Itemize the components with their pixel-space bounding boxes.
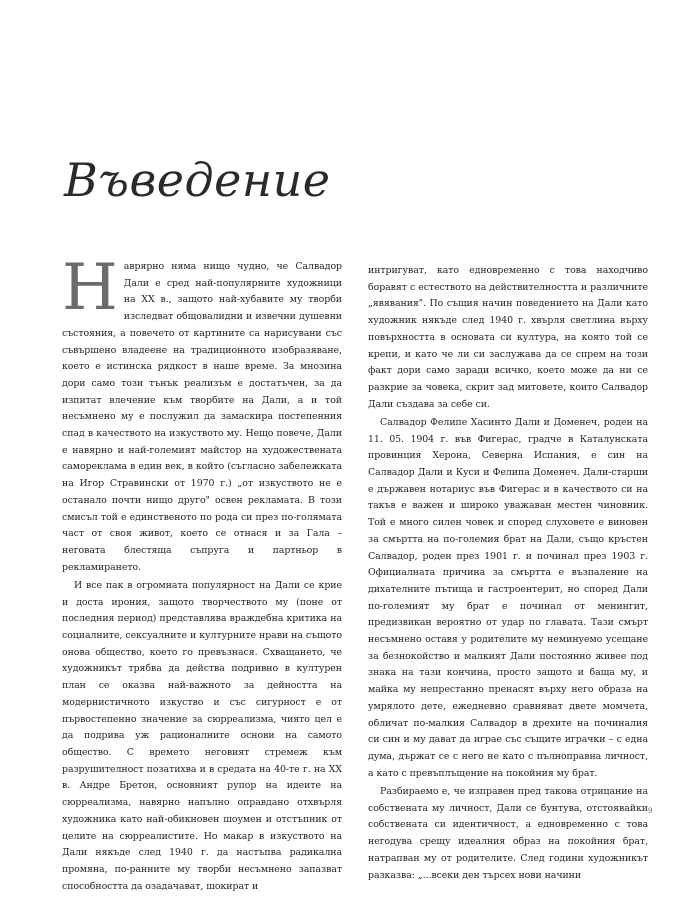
page-number: 9 [648, 807, 653, 815]
paragraph [62, 251, 342, 576]
drop-cap: Н [62, 251, 118, 325]
right-column [368, 263, 648, 886]
paragraph: Разбираемо е, че изправен пред такова отрицание на собствената му личност, Дали се бунтува, отстоявайки собствената си идентичност, а едновременно с това негодува срещу идеалния образ на покойния брат, натрапван му от родителите. След години художникът разказва: „...всеки ден търсех нови начини [368, 785, 648, 881]
paragraph-text: аврярно няма нищо чудно, че Салвадор Дали е сред най-популярните художници на XX в., защото най-хубавите му творби изследват общовалидни и извечни душевни състояния, а повечето от картините са нарисувани със съвършено владеене на традиционното изобразяване, което е истинска рядкост в наше време. За мнозина дори само този тънък реализъм е достатъчен, за да изпитат влечение към творбите на Дали, а и той несъмнено му е послужил да замаскира постепенния спад в качеството на изкуството му. Нещо повече, Дали е навярно и най-големият майстор на художествената самореклама в един век, в който (съгласно забележката на Игор Стравински от 1970 г.) „от изкуството не е останало почти нищо друго" освен рекламата. В този смисъл той е единственото по рода си през по-голямата част от своя живот, което се отнася и за Гала – неговата блестяща съпруга и партньор в рекламирането. [62, 261, 342, 573]
paragraph: И все пак в огромната популярност на Дали се крие и доста ирония, защото творчеството му (поне от последния период) представлява враждебна критика на социалните, сексуалните и културните нрави на същото онова общество, което го превъзнася. Схващането, че художникът трябва да действа подривно в културен план се оказва най-важното за дейността на модернистичното изкуство и със сигурност е от първостепенно значение за сюрреализма, чиято цел е да подрива уж рационалните основи на самото общество. С времето неговият стремеж към разрушителност позатихва и в средата на 40-те г. на XX в. Андре Бретон, основният рупор на идеите на сюрреализма, навярно напълно оправдано отхвърля художника като най-обикновен шоумен и отстъпник от целите на сюрреалистите. Но макар в изкуството на Дали някъде след 1940 г. да настъпва радикална промяна, по-ранните му творби несъмнено запазват способността да озадачават, шокират и [62, 579, 342, 892]
chapter-title: Въведение [64, 153, 331, 207]
paragraph: интригуват, като едновременно с това находчиво боравят с естеството на действителността и различните „явявания". По същия начин поведението на Дали като художник някъде след 1940 г. хвърля светлина върху повърхността в основата си култура, на която той се крепи, и като че ли си заслужава да се спрем на този факт дори само заради всичко, което може да ни се разкрие за човека, скрит зад митовете, които Салвадор Дали създава за себе си. [368, 265, 648, 410]
paragraph: Салвадор Фелипе Хасинто Дали и Доменеч, роден на 11. 05. 1904 г. във Фигерас, градче в Каталунската провинция Херона, Северна Испания, е син на Салвадор Дали и Куси и Фелипа Доменеч. Дали-старши е държавен нотариус във Фигерас и в качеството си на такъв е важен и широко уважаван местен чиновник. Той е много силен човек и според слуховете е виновен за смъртта на по-големия брат на Дали, също кръстен Салвадор, роден през 1901 г. и починал през 1903 г. Официалната причина за смъртта е възпаление на дихателните пътища и гастроентерит, но според Дали по-големият му брат е починал от менингит, предизвикан вероятно от удар по главата. Тази смърт несъмнено оставя у родителите му неминуемо усещане за безнокойство и малкият Дали постоянно живее под знака на тази кончина, просто защото и баща му, и майка му непрестанно пренасят върху него образа на умрялото дете, ежедневно сравняват двете момчета, обличат по-малкия Салвадор в дрехите на починалия си син и му дават да играе със същите играчки – с една дума, държат се с него не като с пълноправна личност, а като с превъплъщение на покойния му брат. [368, 416, 648, 779]
left-column [62, 251, 342, 897]
